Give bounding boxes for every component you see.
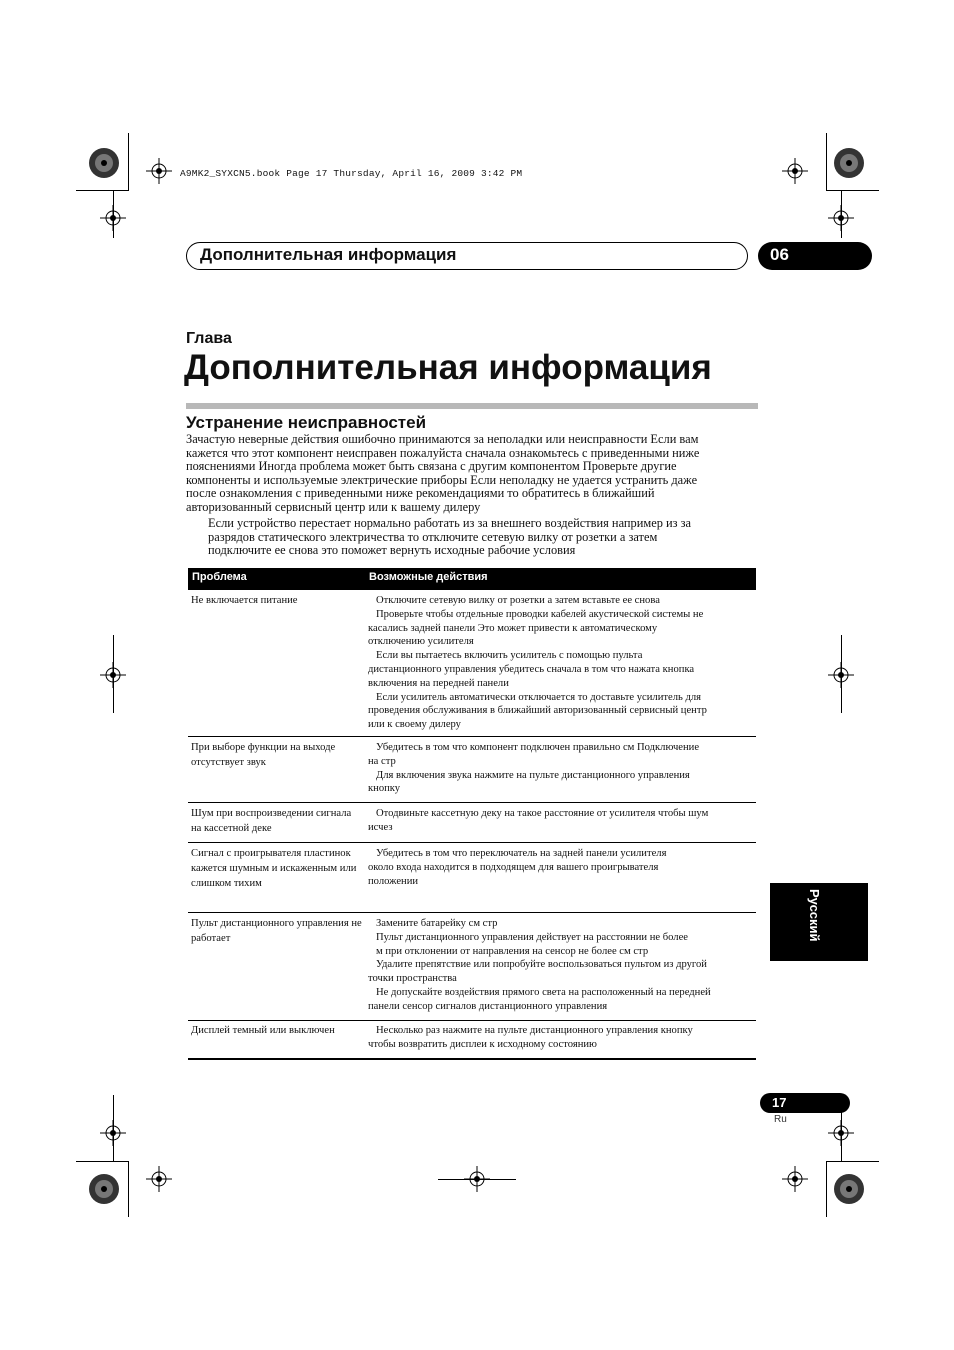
action-line: на стр	[368, 755, 396, 767]
action-line: Не допускайте воздействия прямого света на расположенный на передней	[376, 986, 711, 998]
crosshair-icon	[100, 205, 126, 231]
row-divider	[188, 842, 756, 843]
action-line: Отключите сетевую вилку от розетки а затем вставьте ее снова	[376, 595, 660, 606]
row-divider	[188, 736, 756, 737]
title-divider	[186, 403, 758, 409]
crosshair-icon	[828, 205, 854, 231]
action-cell	[368, 594, 758, 732]
crop-target-icon	[87, 1172, 121, 1206]
section-title: Устранение неисправностей	[186, 413, 427, 432]
action-line: исчез	[368, 821, 393, 833]
action-line: Пульт дистанционного управления действует на расстоянии не более	[376, 931, 689, 943]
row-divider	[188, 802, 756, 803]
row-divider	[188, 912, 756, 913]
chapter-label: Глава	[186, 330, 232, 347]
action-line: кнопку	[368, 783, 401, 795]
action-line: положении	[368, 875, 419, 887]
action-cell	[368, 917, 758, 1014]
language-tab-label: Русский	[807, 889, 822, 942]
action-cell	[368, 741, 758, 796]
action-cell	[368, 847, 758, 888]
note-line: разрядов статического электричества то отключите сетевую вилку от розетки а затем	[208, 529, 658, 544]
action-line: отключению усилителя	[368, 636, 474, 648]
crosshair-icon	[782, 158, 808, 184]
intro-line: компоненты и используемые электрические приборы Если неполадку не удается устранить даже	[186, 472, 698, 487]
action-line: включения на передней панели	[368, 677, 509, 689]
chapter-number: 06	[770, 245, 789, 264]
action-line: Замените батарейку см стр	[376, 918, 498, 929]
action-line: Несколько раз нажмите на пульте дистанционного управления кнопку	[376, 1025, 693, 1036]
running-header-title: Дополнительная информация	[200, 245, 457, 264]
table-bottom-rule	[188, 1058, 756, 1060]
table-header	[188, 568, 756, 590]
intro-paragraph	[186, 433, 758, 515]
page-language: Ru	[774, 1114, 787, 1125]
problem-cell: Пульт дистанционного управления не работает	[191, 918, 362, 944]
action-line: м при отклонении от направления на сенсор не более см стр	[376, 945, 649, 957]
problem-cell: Дисплей темный или выключен	[191, 1025, 335, 1036]
page-number: 17	[772, 1095, 787, 1110]
action-line: чтобы возвратить дисплеи к исходному состоянию	[368, 1038, 597, 1050]
note-line: Если устройство перестает нормально работать из за внешнего воздействия например из за	[208, 516, 692, 530]
action-line: дистанционного управления убедитесь сначала в том что нажата кнопка	[368, 663, 695, 675]
problem-cell: Шум при воспроизведении сигнала на кассетной деке	[191, 808, 352, 834]
action-line: Убедитесь в том что переключатель на задней панели усилителя	[376, 848, 667, 859]
row-divider	[188, 1020, 756, 1021]
action-line: Удалите препятствие или попробуйте воспользоваться пультом из другой	[376, 959, 707, 971]
problem-cell: При выборе функции на выходе отсутствует звук	[191, 742, 336, 768]
problem-cell: Сигнал с проигрывателя пластинок кажется шумным и искаженным или слишком тихим	[191, 848, 357, 889]
column-header-problem: Проблема	[192, 571, 247, 583]
action-line: Убедитесь в том что компонент подключен правильно см Подключение	[376, 742, 700, 753]
action-line: или к своему дилеру	[368, 719, 461, 731]
column-header-action: Возможные действия	[369, 571, 488, 583]
action-line: проведения обслуживания в ближайший авторизованный сервисный центр	[368, 705, 707, 717]
action-line: Проверьте чтобы отдельные проводки кабелей акустической системы не	[376, 608, 704, 620]
action-line: Если вы пытаетесь включить усилитель с помощью пульта	[376, 650, 643, 662]
action-line: Отодвиньте кассетную деку на такое расстояние от усилителя чтобы шум	[376, 808, 709, 819]
action-line: панели сенсор сигналов дистанционного управления	[368, 1000, 608, 1012]
crosshair-icon	[782, 1166, 808, 1192]
action-cell	[368, 1024, 758, 1052]
crop-target-icon	[832, 146, 866, 180]
file-meta: A9MK2_SYXCN5.book Page 17 Thursday, April 16, 2009 3:42 PM	[180, 168, 523, 179]
action-line: Для включения звука нажмите на пульте дистанционного управления	[376, 769, 690, 781]
crop-target-icon	[832, 1172, 866, 1206]
page-title: Дополнительная информация	[184, 348, 712, 387]
crosshair-icon	[828, 662, 854, 688]
static-note	[208, 517, 758, 558]
intro-line: кажется что этот компонент неисправен пожалуйста сначала ознакомьтесь с приведенными ниже	[186, 445, 700, 460]
action-line: касались задней панели Это может привести к автоматическому	[368, 622, 658, 634]
action-line: Если усилитель автоматически отключается то доставьте усилитель для	[376, 691, 702, 703]
action-line: около входа находится в подходящем для вашего проигрывателя	[368, 861, 659, 873]
crosshair-icon	[146, 158, 172, 184]
intro-line: Зачастую неверные действия ошибочно принимаются за неполадки или неисправности Если вам	[186, 432, 699, 446]
action-line: точки пространства	[368, 973, 457, 985]
crop-target-icon	[87, 146, 121, 180]
crosshair-icon	[100, 662, 126, 688]
intro-line: авторизованный сервисный центр или к вашему дилеру	[186, 499, 481, 514]
intro-line: после ознакомления с приведенными ниже рекомендациями то обратитесь в ближайший	[186, 486, 655, 501]
intro-line: пояснениями Иногда проблема может быть связана с другим компонентом Проверьте другие	[186, 459, 677, 474]
action-cell	[368, 807, 758, 835]
note-line: подключите ее снова это поможет вернуть исходные рабочие условия	[208, 543, 576, 558]
language-tab	[770, 883, 868, 961]
crosshair-icon	[146, 1166, 172, 1192]
problem-cell: Не включается питание	[191, 595, 298, 606]
